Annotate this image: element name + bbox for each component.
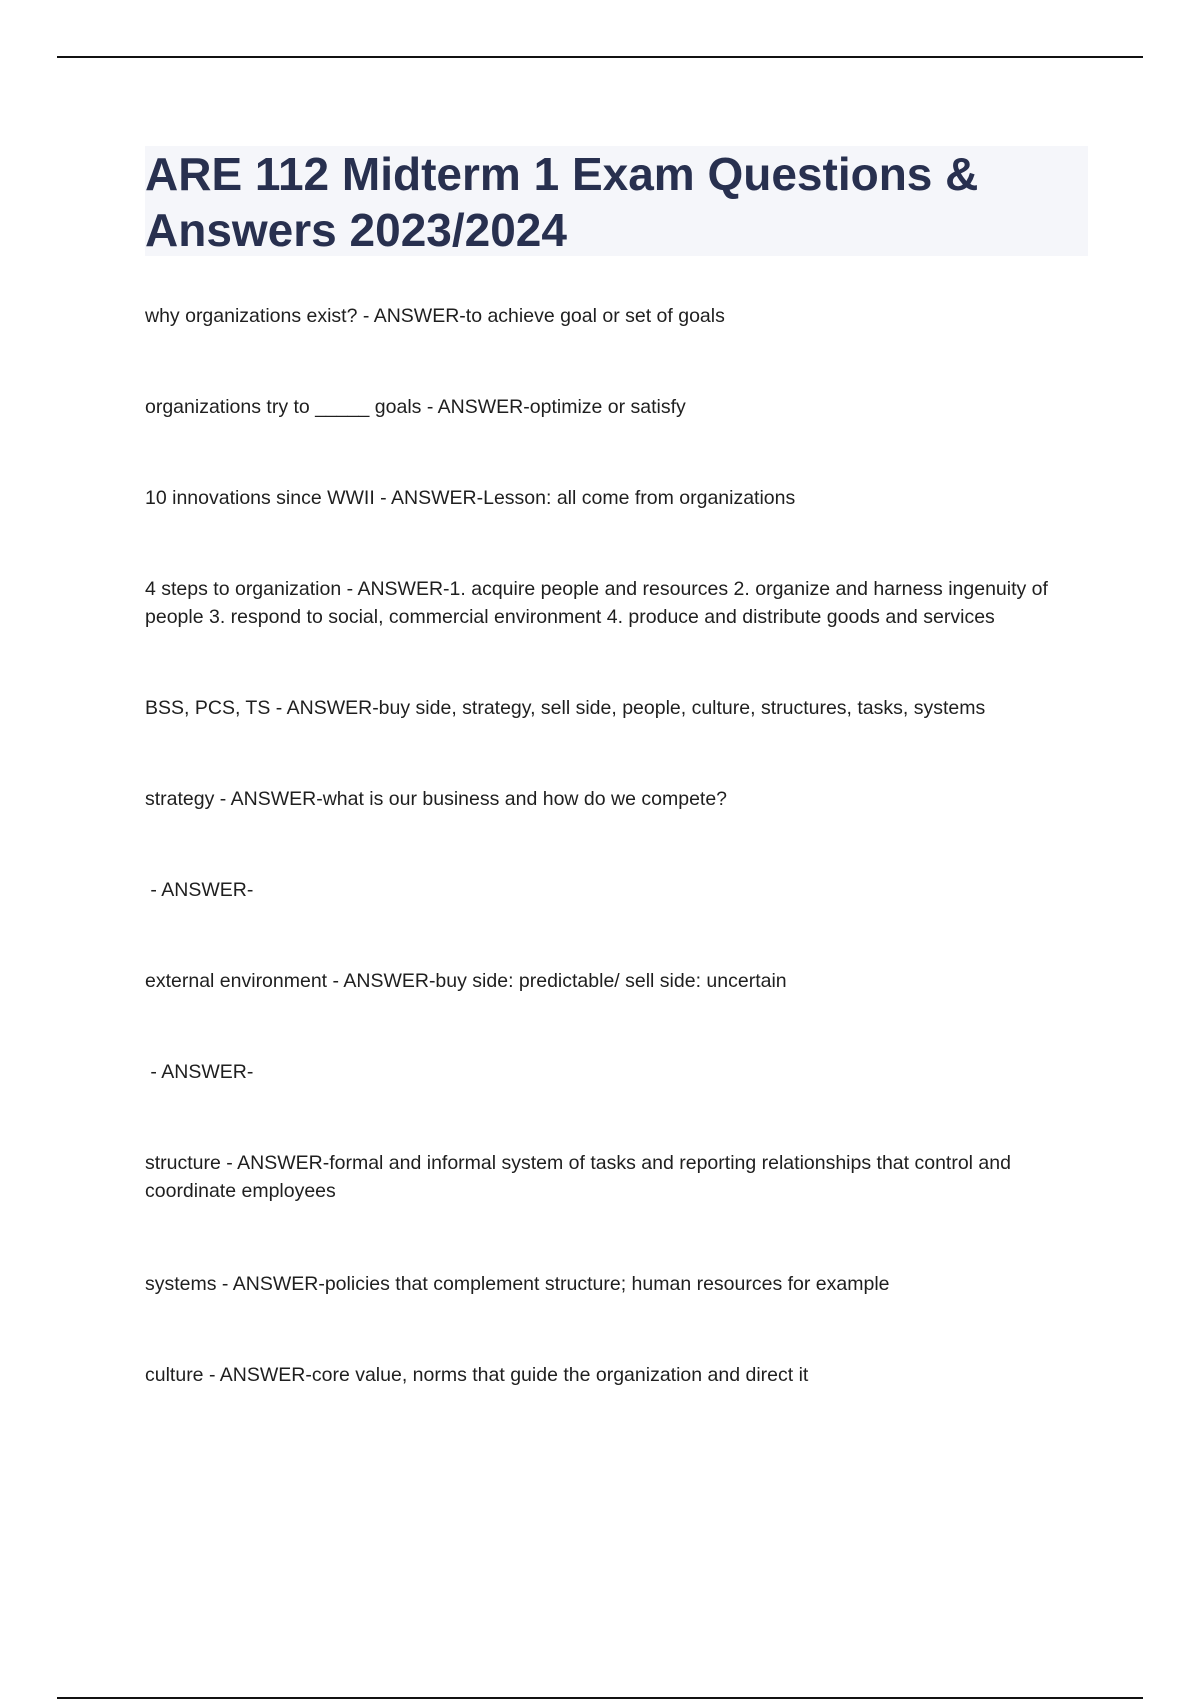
qa-item: systems - ANSWER-policies that complement structure; human resources for example [145,1273,890,1295]
qa-item: organizations try to _____ goals - ANSWER-optimize or satisfy [145,396,686,418]
bottom-rule [57,1697,1143,1699]
qa-item: why organizations exist? - ANSWER-to achieve goal or set of goals [145,305,725,327]
qa-item: 4 steps to organization - ANSWER-1. acquire people and resources 2. organize and harness ingenuity of people 3. respond to social, commercial environment 4. produce and distribute goods and services [145,578,1048,628]
qa-item: 10 innovations since WWII - ANSWER-Lesson: all come from organizations [145,487,796,509]
qa-item: structure - ANSWER-formal and informal system of tasks and reporting relationships that control and coordinate employees [145,1152,1011,1202]
qa-item: strategy - ANSWER-what is our business and how do we compete? [145,788,728,810]
qa-item: external environment - ANSWER-buy side: predictable/ sell side: uncertain [145,970,787,992]
top-rule [57,56,1143,58]
qa-item: culture - ANSWER-core value, norms that guide the organization and direct it [145,1364,809,1386]
document-title: ARE 112 Midterm 1 Exam Questions & Answers 2023/2024 [145,148,979,256]
qa-item: - ANSWER- [145,879,254,901]
qa-item: BSS, PCS, TS - ANSWER-buy side, strategy, sell side, people, culture, structures, tasks, systems [145,697,986,719]
qa-item: - ANSWER- [145,1061,254,1083]
